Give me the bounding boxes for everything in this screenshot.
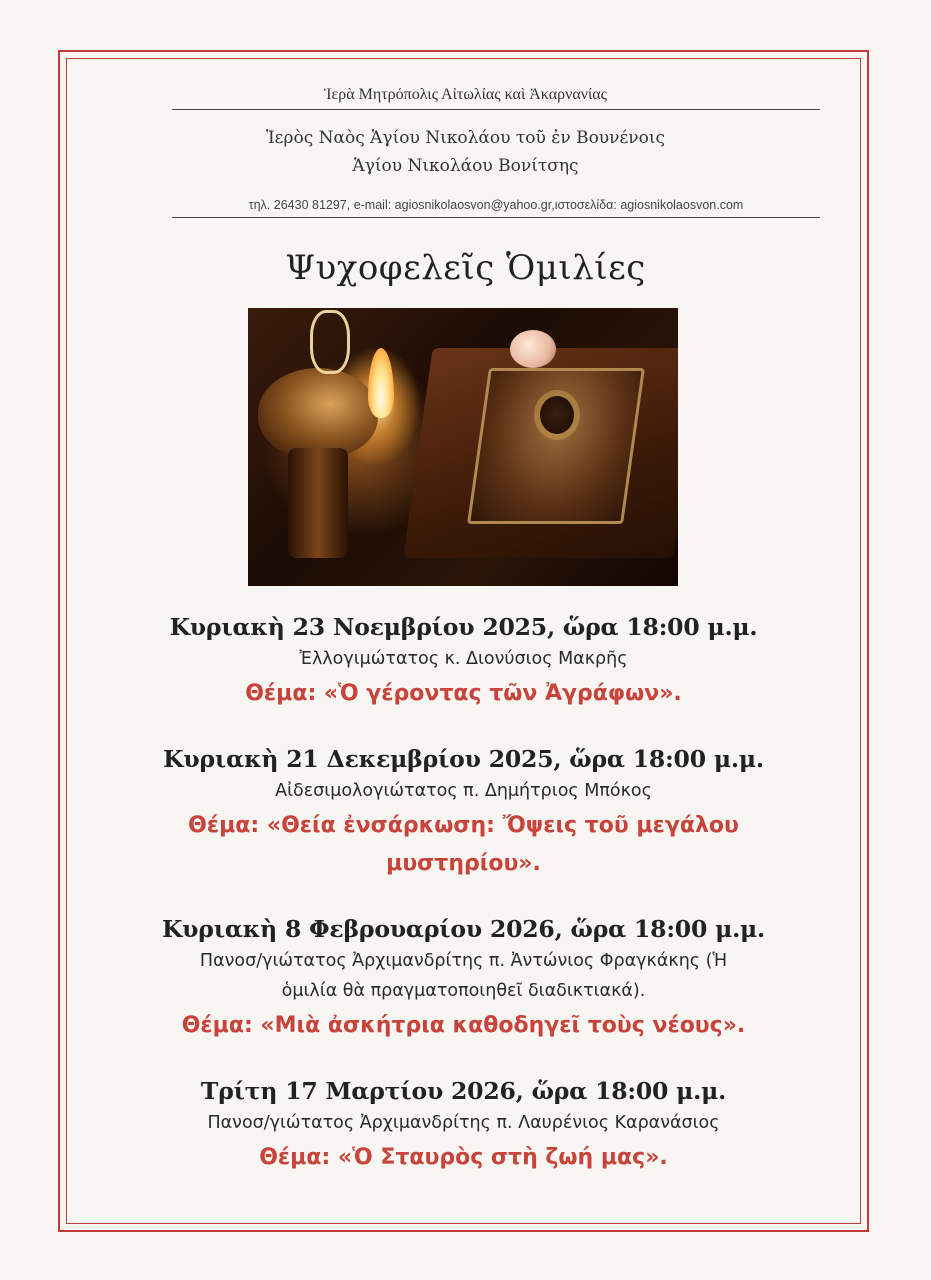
candle-flame <box>368 348 394 418</box>
event-speaker: Πανοσ/γιώτατος Ἀρχιμανδρίτης π. Λαυρένιος Καρανάσιος <box>207 1113 720 1133</box>
event-speaker-line2: ὁμιλία θὰ πραγματοποιηθεῖ διαδικτιακά). <box>281 981 646 1001</box>
poster-title: Ψυχοφελεῖς Ὁμιλίες <box>285 248 646 288</box>
oil-lamp-cross-handle <box>310 310 350 374</box>
event-theme-line2: μυστηρίου». <box>386 851 541 876</box>
event-date: Κυριακὴ 21 Δεκεμβρίου 2025, ὥρα 18:00 μ.μ. <box>163 745 764 773</box>
church-name-line2: Ἁγίου Νικολάου Βονίτσης <box>352 156 579 176</box>
church-name-line1: Ἱερὸς Ναὸς Ἁγίου Νικολάου τοῦ ἐν Βουνένοις <box>265 128 666 148</box>
event-speaker: Ἐλλογιμώτατος κ. Διονύσιος Μακρῆς <box>299 649 628 669</box>
event-4 <box>66 1074 861 1178</box>
oil-lamp-stem <box>288 448 348 558</box>
event-theme: Θέμα: «Ὁ Σταυρὸς στὴ ζωή μας». <box>259 1145 668 1170</box>
oil-lamp-and-icon-photo <box>248 308 678 586</box>
header-divider-top <box>172 109 820 110</box>
contact-info: τηλ. 26430 81297, e-mail: agiosnikolaosvon@yahoo.gr,ιστοσελίδα: agiosnikolaosvon.com <box>248 198 744 212</box>
event-date: Τρίτη 17 Μαρτίου 2026, ὥρα 18:00 μ.μ. <box>200 1077 727 1105</box>
header-divider-bottom <box>172 217 820 218</box>
oil-lamp-body <box>258 368 378 458</box>
event-1 <box>66 610 861 714</box>
event-theme: Θέμα: «Ὁ γέροντας τῶν Ἀγράφων». <box>245 681 682 706</box>
event-speaker: Αἰδεσιμολογιώτατος π. Δημήτριος Μπόκος <box>275 781 652 801</box>
event-date: Κυριακὴ 8 Φεβρουαρίου 2026, ὥρα 18:00 μ.μ. <box>161 915 766 943</box>
event-speaker-line1: Πανοσ/γιώτατος Ἀρχιμανδρίτης π. Ἀντώνιος Φραγκάκης (Ἡ <box>199 951 728 971</box>
event-theme-line1: Θέμα: «Θεία ἐνσάρκωση: Ὄψεις τοῦ μεγάλου <box>188 813 739 838</box>
event-3 <box>66 912 861 1046</box>
metropolis-name: Ἱερὰ Μητρόπολις Αἰτωλίας καὶ Ἀκαρνανίας <box>324 86 607 103</box>
church-name <box>0 124 931 180</box>
saint-figure <box>540 396 574 434</box>
rose-flower <box>510 330 556 368</box>
event-2 <box>66 742 861 882</box>
event-theme: Θέμα: «Μιὰ ἀσκήτρια καθοδηγεῖ τοὺς νέους». <box>181 1013 746 1038</box>
saint-icon-panel <box>467 368 645 524</box>
event-date: Κυριακὴ 23 Νοεμβρίου 2025, ὥρα 18:00 μ.μ. <box>169 613 758 641</box>
